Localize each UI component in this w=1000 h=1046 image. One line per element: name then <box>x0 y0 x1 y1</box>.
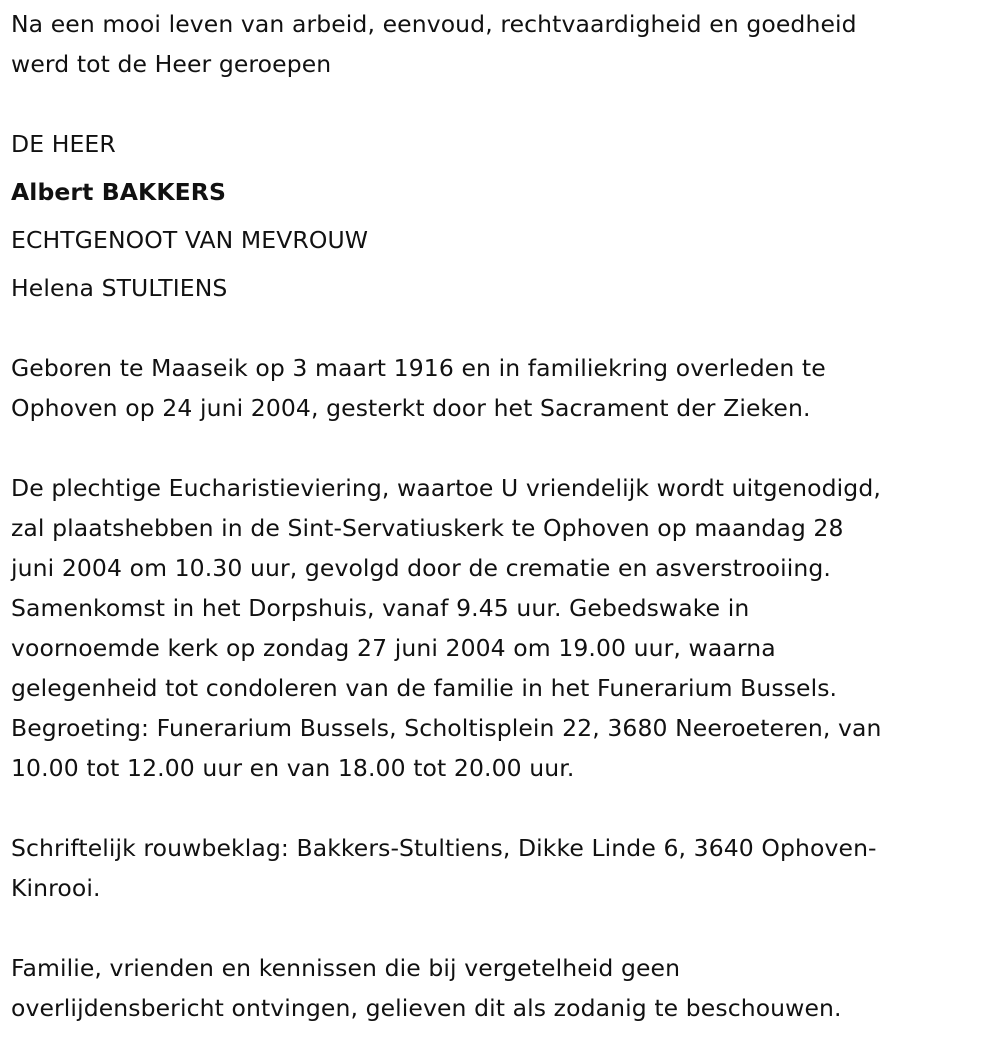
birth-death-line: Ophoven op 24 juni 2004, gesterkt door het Sacrament der Zieken. <box>11 394 811 422</box>
spacer <box>11 428 1000 468</box>
ceremony-line: juni 2004 om 10.30 uur, gevolgd door de crematie en asverstrooiing. <box>11 554 831 582</box>
ceremony-line: Samenkomst in het Dorpshuis, vanaf 9.45 uur. Gebedswake in <box>11 594 750 622</box>
deceased-name: Albert BAKKERS <box>11 178 226 206</box>
ceremony-line: De plechtige Eucharistieviering, waartoe U vriendelijk wordt uitgenodigd, <box>11 474 881 502</box>
spacer <box>11 788 1000 828</box>
condolence-line: Kinrooi. <box>11 874 101 902</box>
intro-paragraph <box>11 4 1000 84</box>
deceased-title: DE HEER <box>11 130 116 158</box>
birth-death-line: Geboren te Maaseik op 3 maart 1916 en in familiekring overleden te <box>11 354 826 382</box>
spacer <box>11 308 1000 348</box>
closing-line: Familie, vrienden en kennissen die bij vergetelheid geen <box>11 954 681 982</box>
intro-line: werd tot de Heer geroepen <box>11 50 332 78</box>
spouse-name: Helena STULTIENS <box>11 274 228 302</box>
ceremony-line: gelegenheid tot condoleren van de familie in het Funerarium Bussels. <box>11 674 838 702</box>
ceremony-paragraph <box>11 468 1000 788</box>
intro-line: Na een mooi leven van arbeid, eenvoud, rechtvaardigheid en goedheid <box>11 10 857 38</box>
closing-line: overlijdensbericht ontvingen, gelieven dit als zodanig te beschouwen. <box>11 994 842 1022</box>
ceremony-line: 10.00 tot 12.00 uur en van 18.00 tot 20.00 uur. <box>11 754 575 782</box>
spacer <box>11 84 1000 124</box>
birth-death-paragraph <box>11 348 1000 428</box>
ceremony-line: zal plaatshebben in de Sint-Servatiuskerk te Ophoven op maandag 28 <box>11 514 844 542</box>
spacer <box>11 908 1000 948</box>
closing-paragraph <box>11 948 1000 1028</box>
condolence-paragraph <box>11 828 1000 908</box>
ceremony-line: voornoemde kerk op zondag 27 juni 2004 om 19.00 uur, waarna <box>11 634 776 662</box>
condolence-line: Schriftelijk rouwbeklag: Bakkers-Stultiens, Dikke Linde 6, 3640 Ophoven- <box>11 834 877 862</box>
ceremony-line: Begroeting: Funerarium Bussels, Scholtisplein 22, 3680 Neeroeteren, van <box>11 714 882 742</box>
deceased-block <box>11 120 1000 312</box>
spouse-label: ECHTGENOOT VAN MEVROUW <box>11 226 369 254</box>
